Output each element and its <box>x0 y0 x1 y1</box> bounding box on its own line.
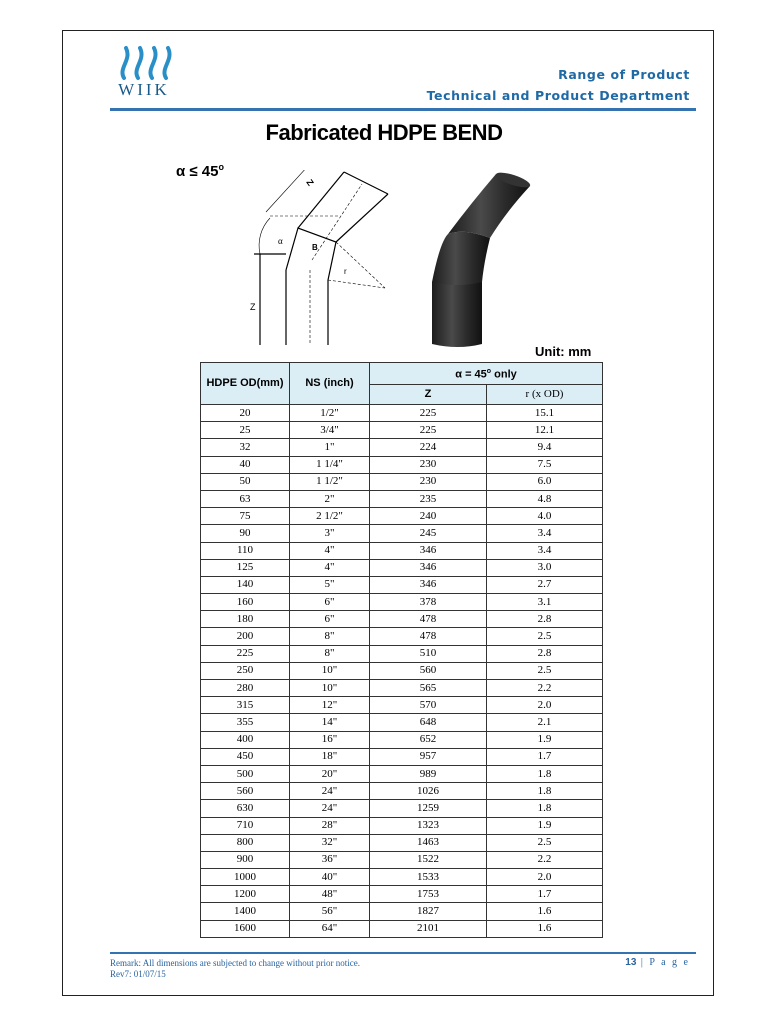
cell-ns: 6" <box>290 594 370 611</box>
cell-z: 346 <box>370 559 487 576</box>
cell-od: 1600 <box>201 920 290 937</box>
cell-ns: 28" <box>290 817 370 834</box>
bend-photo <box>420 172 550 348</box>
table-row <box>201 542 603 559</box>
cell-ns: 3/4" <box>290 422 370 439</box>
cell-z: 225 <box>370 405 487 422</box>
table-row <box>201 662 603 679</box>
table-row <box>201 731 603 748</box>
cell-r: 2.5 <box>487 662 603 679</box>
cell-ns: 24" <box>290 783 370 800</box>
cell-r: 2.5 <box>487 628 603 645</box>
header-line-2: Technical and Product Department <box>426 88 690 103</box>
table-row <box>201 405 603 422</box>
cell-r: 2.0 <box>487 697 603 714</box>
table-row <box>201 576 603 593</box>
alpha-constraint-text: α ≤ 45 <box>176 163 219 180</box>
cell-z: 1827 <box>370 903 487 920</box>
cell-od: 710 <box>201 817 290 834</box>
cell-z: 240 <box>370 508 487 525</box>
footer-divider <box>110 952 696 954</box>
cell-z: 346 <box>370 576 487 593</box>
cell-z: 560 <box>370 662 487 679</box>
cell-r: 2.8 <box>487 645 603 662</box>
alpha-constraint <box>176 162 224 180</box>
cell-z: 652 <box>370 731 487 748</box>
cell-r: 2.8 <box>487 611 603 628</box>
table-row <box>201 611 603 628</box>
cell-r: 1.8 <box>487 800 603 817</box>
cell-od: 315 <box>201 697 290 714</box>
cell-od: 500 <box>201 765 290 782</box>
cell-r: 3.0 <box>487 559 603 576</box>
bend-spec-table <box>200 362 603 938</box>
cell-od: 63 <box>201 490 290 507</box>
cell-r: 1.9 <box>487 817 603 834</box>
alpha-constraint-degree: o <box>218 162 224 172</box>
cell-od: 1000 <box>201 869 290 886</box>
revision-text: Rev7: 01/07/15 <box>110 969 166 979</box>
cell-z: 989 <box>370 765 487 782</box>
table-row <box>201 508 603 525</box>
diagram-label-z-upper: Z <box>304 177 316 188</box>
table-row <box>201 422 603 439</box>
cell-r: 3.4 <box>487 525 603 542</box>
col-header-r: r (x OD) <box>487 385 603 405</box>
col-header-group-text: α = 45 <box>455 368 487 381</box>
cell-z: 570 <box>370 697 487 714</box>
table-row <box>201 439 603 456</box>
cell-ns: 16" <box>290 731 370 748</box>
cell-z: 565 <box>370 680 487 697</box>
diagram-label-z-lower: Z <box>250 302 256 312</box>
cell-ns: 12" <box>290 697 370 714</box>
cell-z: 1753 <box>370 886 487 903</box>
cell-r: 2.2 <box>487 680 603 697</box>
col-header-ns: NS (inch) <box>290 363 370 405</box>
table-row <box>201 886 603 903</box>
cell-ns: 10" <box>290 662 370 679</box>
cell-r: 1.9 <box>487 731 603 748</box>
cell-z: 346 <box>370 542 487 559</box>
table-body <box>201 405 603 938</box>
cell-r: 1.8 <box>487 783 603 800</box>
table-row <box>201 559 603 576</box>
cell-ns: 40" <box>290 869 370 886</box>
cell-z: 224 <box>370 439 487 456</box>
cell-r: 3.1 <box>487 594 603 611</box>
cell-ns: 1 1/4" <box>290 456 370 473</box>
cell-ns: 24" <box>290 800 370 817</box>
page-number-label: | P a g e <box>636 957 690 968</box>
table-row <box>201 697 603 714</box>
cell-r: 9.4 <box>487 439 603 456</box>
cell-od: 630 <box>201 800 290 817</box>
cell-r: 1.8 <box>487 765 603 782</box>
diagram-label-alpha: α <box>278 236 283 246</box>
cell-r: 2.7 <box>487 576 603 593</box>
cell-ns: 2 1/2" <box>290 508 370 525</box>
col-header-od: HDPE OD(mm) <box>201 363 290 405</box>
cell-od: 20 <box>201 405 290 422</box>
table-row <box>201 783 603 800</box>
cell-od: 50 <box>201 473 290 490</box>
cell-od: 75 <box>201 508 290 525</box>
cell-r: 1.7 <box>487 748 603 765</box>
header-department <box>427 64 690 106</box>
cell-od: 125 <box>201 559 290 576</box>
cell-od: 400 <box>201 731 290 748</box>
col-header-group-degree: o <box>486 368 492 376</box>
cell-r: 2.2 <box>487 851 603 868</box>
cell-z: 230 <box>370 473 487 490</box>
table-row <box>201 869 603 886</box>
cell-ns: 4" <box>290 542 370 559</box>
cell-od: 355 <box>201 714 290 731</box>
cell-od: 280 <box>201 680 290 697</box>
cell-z: 478 <box>370 628 487 645</box>
cell-z: 230 <box>370 456 487 473</box>
remark-text: Remark: All dimensions are subjected to change without prior notice. <box>110 958 360 968</box>
cell-od: 1200 <box>201 886 290 903</box>
cell-z: 1533 <box>370 869 487 886</box>
cell-ns: 6" <box>290 611 370 628</box>
cell-ns: 1" <box>290 439 370 456</box>
cell-od: 90 <box>201 525 290 542</box>
cell-r: 1.6 <box>487 903 603 920</box>
cell-od: 180 <box>201 611 290 628</box>
cell-ns: 1 1/2" <box>290 473 370 490</box>
cell-od: 32 <box>201 439 290 456</box>
cell-od: 200 <box>201 628 290 645</box>
cell-r: 2.5 <box>487 834 603 851</box>
cell-ns: 2" <box>290 490 370 507</box>
cell-ns: 3" <box>290 525 370 542</box>
unit-label: Unit: mm <box>535 344 592 359</box>
cell-z: 235 <box>370 490 487 507</box>
table-row <box>201 765 603 782</box>
table-row <box>201 473 603 490</box>
page-number <box>625 957 690 968</box>
cell-od: 800 <box>201 834 290 851</box>
cell-r: 6.0 <box>487 473 603 490</box>
cell-z: 957 <box>370 748 487 765</box>
header-divider <box>110 108 696 111</box>
table-row <box>201 456 603 473</box>
table-row <box>201 800 603 817</box>
diagram-label-r: r <box>344 267 347 276</box>
cell-z: 245 <box>370 525 487 542</box>
diagram-label-b: B <box>312 243 318 252</box>
cell-ns: 18" <box>290 748 370 765</box>
cell-z: 510 <box>370 645 487 662</box>
logo-text: WIIK <box>118 80 170 99</box>
cell-od: 250 <box>201 662 290 679</box>
cell-ns: 56" <box>290 903 370 920</box>
cell-z: 1522 <box>370 851 487 868</box>
cell-od: 140 <box>201 576 290 593</box>
cell-r: 1.6 <box>487 920 603 937</box>
cell-od: 225 <box>201 645 290 662</box>
cell-r: 4.8 <box>487 490 603 507</box>
cell-od: 900 <box>201 851 290 868</box>
cell-r: 12.1 <box>487 422 603 439</box>
cell-od: 110 <box>201 542 290 559</box>
page-title: Fabricated HDPE BEND <box>265 120 503 145</box>
cell-ns: 10" <box>290 680 370 697</box>
cell-ns: 4" <box>290 559 370 576</box>
cell-ns: 20" <box>290 765 370 782</box>
col-header-group-suffix: only <box>491 368 517 381</box>
cell-od: 560 <box>201 783 290 800</box>
cell-r: 1.7 <box>487 886 603 903</box>
cell-ns: 14" <box>290 714 370 731</box>
bend-diagram <box>240 170 390 350</box>
cell-od: 25 <box>201 422 290 439</box>
cell-z: 1259 <box>370 800 487 817</box>
cell-ns: 8" <box>290 645 370 662</box>
cell-z: 478 <box>370 611 487 628</box>
cell-r: 3.4 <box>487 542 603 559</box>
cell-ns: 32" <box>290 834 370 851</box>
footer-remark <box>110 958 360 980</box>
cell-z: 2101 <box>370 920 487 937</box>
cell-r: 4.0 <box>487 508 603 525</box>
cell-r: 7.5 <box>487 456 603 473</box>
table-row <box>201 851 603 868</box>
cell-ns: 1/2" <box>290 405 370 422</box>
cell-ns: 8" <box>290 628 370 645</box>
table-row <box>201 714 603 731</box>
cell-od: 450 <box>201 748 290 765</box>
table-row <box>201 680 603 697</box>
table-row <box>201 903 603 920</box>
col-header-z: Z <box>370 385 487 405</box>
table-row <box>201 920 603 937</box>
cell-z: 1323 <box>370 817 487 834</box>
table-row <box>201 834 603 851</box>
cell-od: 1400 <box>201 903 290 920</box>
table-row <box>201 525 603 542</box>
cell-r: 2.0 <box>487 869 603 886</box>
cell-z: 1463 <box>370 834 487 851</box>
cell-ns: 36" <box>290 851 370 868</box>
cell-ns: 5" <box>290 576 370 593</box>
cell-ns: 64" <box>290 920 370 937</box>
cell-r: 15.1 <box>487 405 603 422</box>
cell-ns: 48" <box>290 886 370 903</box>
header-line-1: Range of Product <box>558 67 690 82</box>
table-row <box>201 817 603 834</box>
cell-z: 1026 <box>370 783 487 800</box>
cell-z: 225 <box>370 422 487 439</box>
table-row <box>201 628 603 645</box>
table-row <box>201 645 603 662</box>
col-header-group <box>370 363 603 385</box>
cell-z: 378 <box>370 594 487 611</box>
table-row <box>201 748 603 765</box>
page-number-value: 13 <box>625 957 637 968</box>
cell-z: 648 <box>370 714 487 731</box>
cell-od: 160 <box>201 594 290 611</box>
cell-r: 2.1 <box>487 714 603 731</box>
table-row <box>201 490 603 507</box>
cell-od: 40 <box>201 456 290 473</box>
table-row <box>201 594 603 611</box>
